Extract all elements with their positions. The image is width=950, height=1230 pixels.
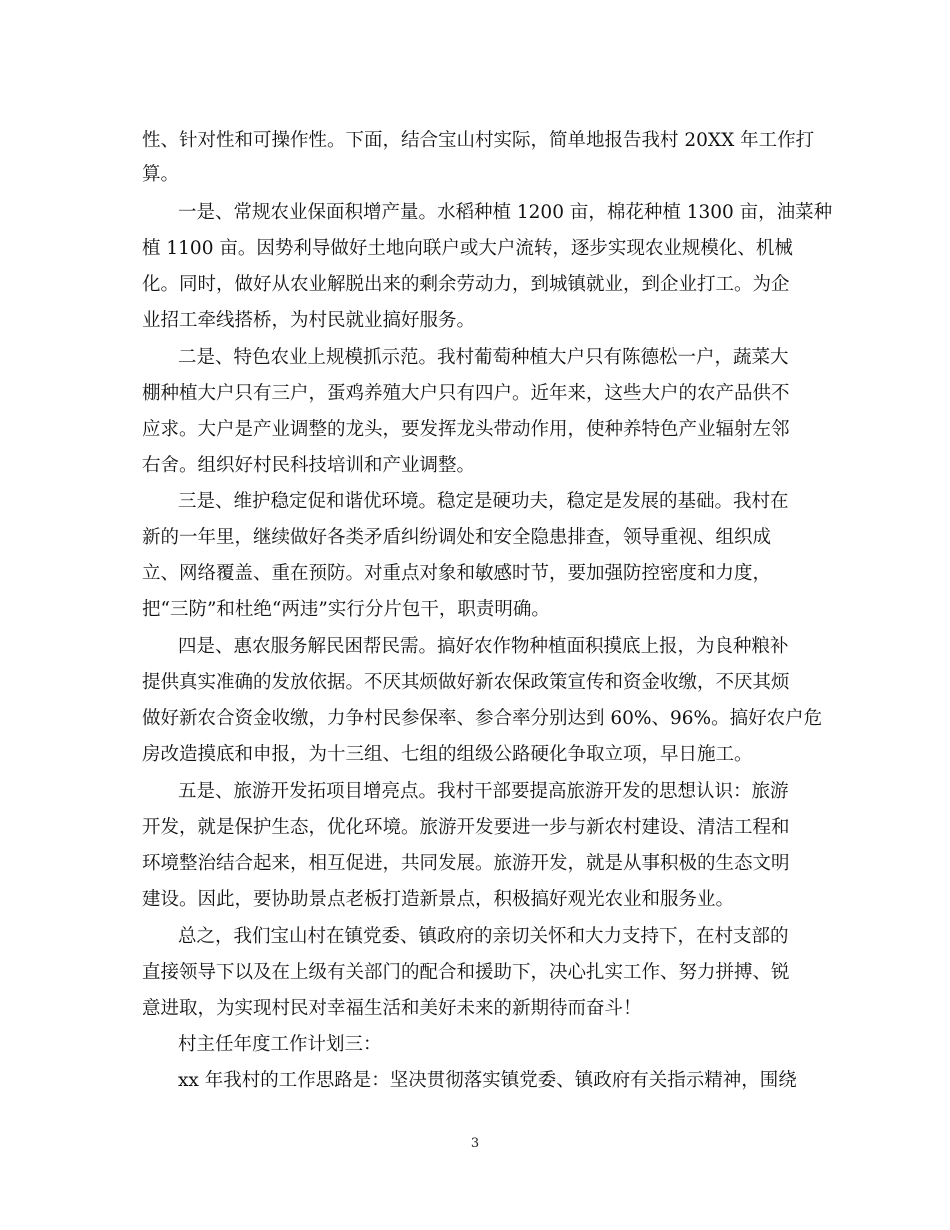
text-line: 村主任年度工作计划三： xyxy=(178,1034,382,1055)
text-line: 建设。因此，要协助景点老板打造新景点，积极搞好观光农业和服务业。 xyxy=(142,889,735,910)
text-line: 提供真实准确的发放依据。不厌其烦做好新农保政策宣传和资金收缴，不厌其烦 xyxy=(142,672,790,693)
text-line: 植 1100 亩。因势利导做好土地向联户或大户流转，逐步实现农业规模化、机械 xyxy=(142,238,793,259)
text-line: 把“三防”和杜绝“两违”实行分片包干，职责明确。 xyxy=(142,599,550,620)
text-line: 直接领导下以及在上级有关部门的配合和援助下，决心扎实工作、努力拼搏、锐 xyxy=(142,962,790,983)
text-line: xx 年我村的工作思路是：坚决贯彻落实镇党委、镇政府有关指示精神，围绕 xyxy=(178,1070,797,1091)
text-line: 棚种植大户只有三户，蛋鸡养殖大户只有四户。近年来，这些大户的农产品供不 xyxy=(142,383,790,404)
text-line: 化。同时，做好从农业解脱出来的剩余劳动力，到城镇就业，到企业打工。为企 xyxy=(142,274,790,295)
text-line: 立、网络覆盖、重在预防。对重点对象和敏感时节，要加强防控密度和力度， xyxy=(142,563,772,584)
text-line: 五是、旅游开发拓项目增亮点。我村干部要提高旅游开发的思想认识：旅游 xyxy=(178,781,789,802)
text-line: 意进取，为实现村民对幸福生活和美好未来的新期待而奋斗！ xyxy=(142,998,642,1019)
text-line: 业招工牵线搭桥，为村民就业搞好服务。 xyxy=(142,310,476,331)
text-line: 开发，就是保护生态，优化环境。旅游开发要进一步与新农村建设、清洁工程和 xyxy=(142,817,790,838)
text-line: 总之，我们宝山村在镇党委、镇政府的亲切关怀和大力支持下，在村支部的 xyxy=(178,926,789,947)
text-line: 房改造摸底和申报，为十三组、七组的组级公路硬化争取立项，早日施工。 xyxy=(142,744,753,765)
text-line: 性、针对性和可操作性。下面，结合宝山村实际，简单地报告我村 20XX 年工作打 xyxy=(142,130,815,151)
text-line: 做好新农合资金收缴，力争村民参保率、参合率分别达到 60%、96%。搞好农户危 xyxy=(142,708,823,729)
text-line: 环境整治结合起来，相互促进，共同发展。旅游开发，就是从事积极的生态文明 xyxy=(142,853,790,874)
text-line: 算。 xyxy=(142,164,180,185)
text-line: 四是、惠农服务解民困帮民需。搞好农作物种植面积摸底上报，为良种粮补 xyxy=(178,636,789,657)
text-line: 应求。大户是产业调整的龙头，要发挥龙头带动作用，使种养特色产业辐射左邻 xyxy=(142,419,790,440)
text-line: 三是、维护稳定促和谐优环境。稳定是硬功夫，稳定是发展的基础。我村在 xyxy=(178,491,789,512)
page-number: 3 xyxy=(470,1136,480,1151)
text-line: 一是、常规农业保面积增产量。水稻种植 1200 亩，棉花种植 1300 亩，油菜种 xyxy=(178,202,833,223)
text-line: 二是、特色农业上规模抓示范。我村葡萄种植大户只有陈德松一户，蔬菜大 xyxy=(178,347,789,368)
text-line: 右舍。组织好村民科技培训和产业调整。 xyxy=(142,455,476,476)
text-line: 新的一年里，继续做好各类矛盾纠纷调处和安全隐患排查，领导重视、组织成 xyxy=(142,527,772,548)
